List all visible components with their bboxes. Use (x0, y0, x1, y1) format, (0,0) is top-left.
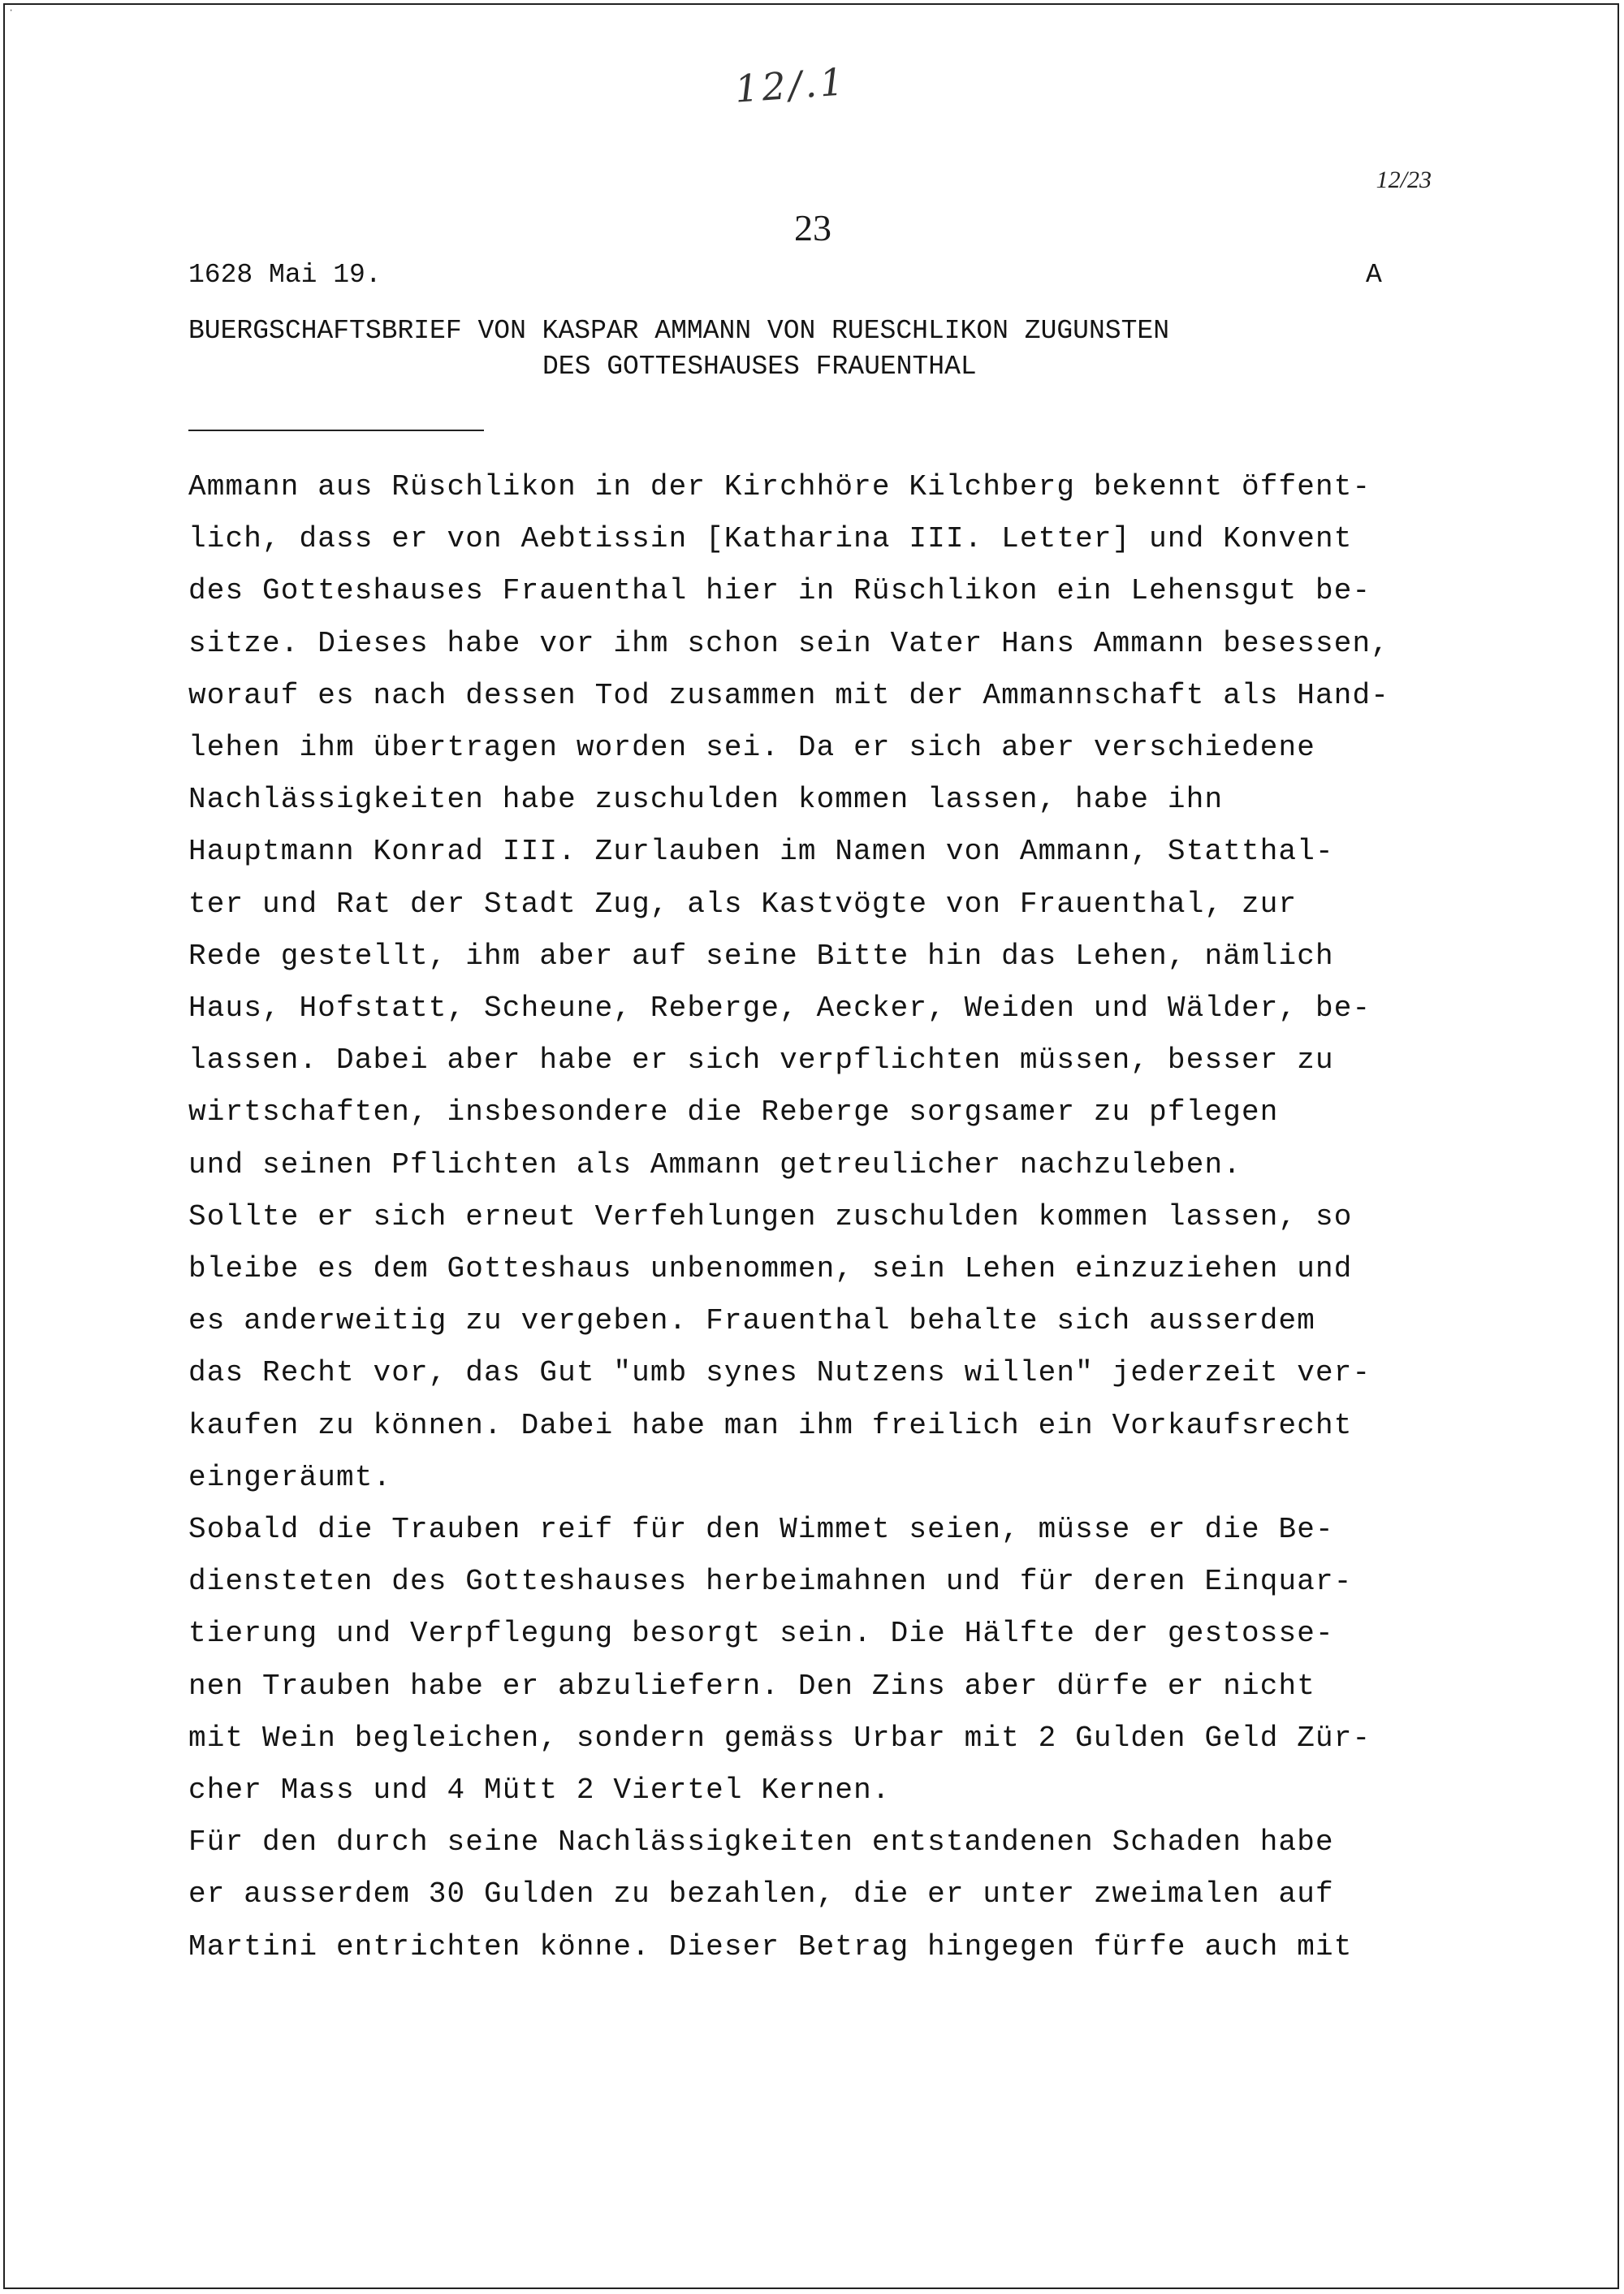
body-line: des Gotteshauses Frauenthal hier in Rüschlikon ein Lehensgut be- (188, 574, 1371, 608)
body-line: mit Wein begleichen, sondern gemäss Urbar mit 2 Gulden Geld Zür- (188, 1721, 1371, 1755)
body-line: lich, dass er von Aebtissin [Katharina III. Letter] und Konvent (188, 522, 1353, 556)
body-line: Ammann aus Rüschlikon in der Kirchhöre Kilchberg bekennt öffent- (188, 470, 1371, 503)
reference-number: 12/23 (1376, 166, 1432, 193)
body-line: Sobald die Trauben reif für den Wimmet seien, müsse er die Be- (188, 1513, 1334, 1547)
document-date: 1628 Mai 19. (188, 260, 382, 290)
title-divider (188, 430, 484, 431)
body-line: wirtschaften, insbesondere die Reberge sorgsamer zu pflegen (188, 1095, 1279, 1130)
body-line: Haus, Hofstatt, Scheune, Reberge, Aecker, Weiden und Wälder, be- (188, 991, 1371, 1026)
body-line: lassen. Dabei aber habe er sich verpflichten müssen, besser zu (188, 1043, 1334, 1078)
body-line: Hauptmann Konrad III. Zurlauben im Namen von Ammann, Statthal- (188, 835, 1334, 869)
body-line: diensteten des Gotteshauses herbeimahnen und für deren Einquar- (188, 1565, 1353, 1599)
body-line: nen Trauben habe er abzuliefern. Den Zins aber dürfe er nicht (188, 1669, 1315, 1703)
body-line: und seinen Pflichten als Ammann getreulicher nachzuleben. (188, 1147, 1242, 1182)
handwritten-mark: 12/.1 (733, 59, 849, 111)
body-line: Sollte er sich erneut Verfehlungen zuschulden kommen lassen, so (188, 1199, 1353, 1233)
body-line: bleibe es dem Gotteshaus unbenommen, sein Lehen einzuziehen und (188, 1252, 1353, 1286)
body-line: tierung und Verpflegung besorgt sein. Die Hälfte der gestosse- (188, 1617, 1334, 1651)
body-line: Für den durch seine Nachlässigkeiten entstandenen Schaden habe (188, 1825, 1334, 1860)
body-line: er ausserdem 30 Gulden zu bezahlen, die er unter zweimalen auf (188, 1877, 1334, 1912)
body-line: Rede gestellt, ihm aber auf seine Bitte hin das Lehen, nämlich (188, 939, 1334, 973)
title-line-1: BUERGSCHAFTSBRIEF VON KASPAR AMMANN VON RUESCHLIKON ZUGUNSTEN (188, 316, 1169, 346)
body-line: das Recht vor, das Gut "umb synes Nutzens willen" jederzeit ver- (188, 1356, 1371, 1390)
body-line: kaufen zu können. Dabei habe man ihm freilich ein Vorkaufsrecht (188, 1408, 1353, 1442)
body-line: lehen ihm übertragen worden sei. Da er sich aber verschiedene (188, 731, 1315, 765)
body-line: worauf es nach dessen Tod zusammen mit der Ammannschaft als Hand- (188, 678, 1389, 712)
body-line: sitze. Dieses habe vor ihm schon sein Vater Hans Ammann besessen, (188, 626, 1389, 660)
scan-artifact: · (8, 5, 15, 16)
copy-type-label: A (1366, 260, 1382, 290)
document-title (188, 313, 1423, 385)
body-line: Nachlässigkeiten habe zuschulden kommen lassen, habe ihn (188, 783, 1224, 817)
body-line: es anderweitig zu vergeben. Frauenthal behalte sich ausserdem (188, 1304, 1315, 1338)
document-body (188, 461, 1471, 1973)
body-line: eingeräumt. (188, 1460, 392, 1494)
title-line-2: DES GOTTESHAUSES FRAUENTHAL (542, 352, 977, 382)
document-number: 23 (794, 207, 831, 248)
body-line: ter und Rat der Stadt Zug, als Kastvögte von Frauenthal, zur (188, 887, 1298, 921)
body-line: Martini entrichten könne. Dieser Betrag hingegen fürfe auch mit (188, 1929, 1353, 1964)
body-line: cher Mass und 4 Mütt 2 Viertel Kernen. (188, 1773, 891, 1808)
